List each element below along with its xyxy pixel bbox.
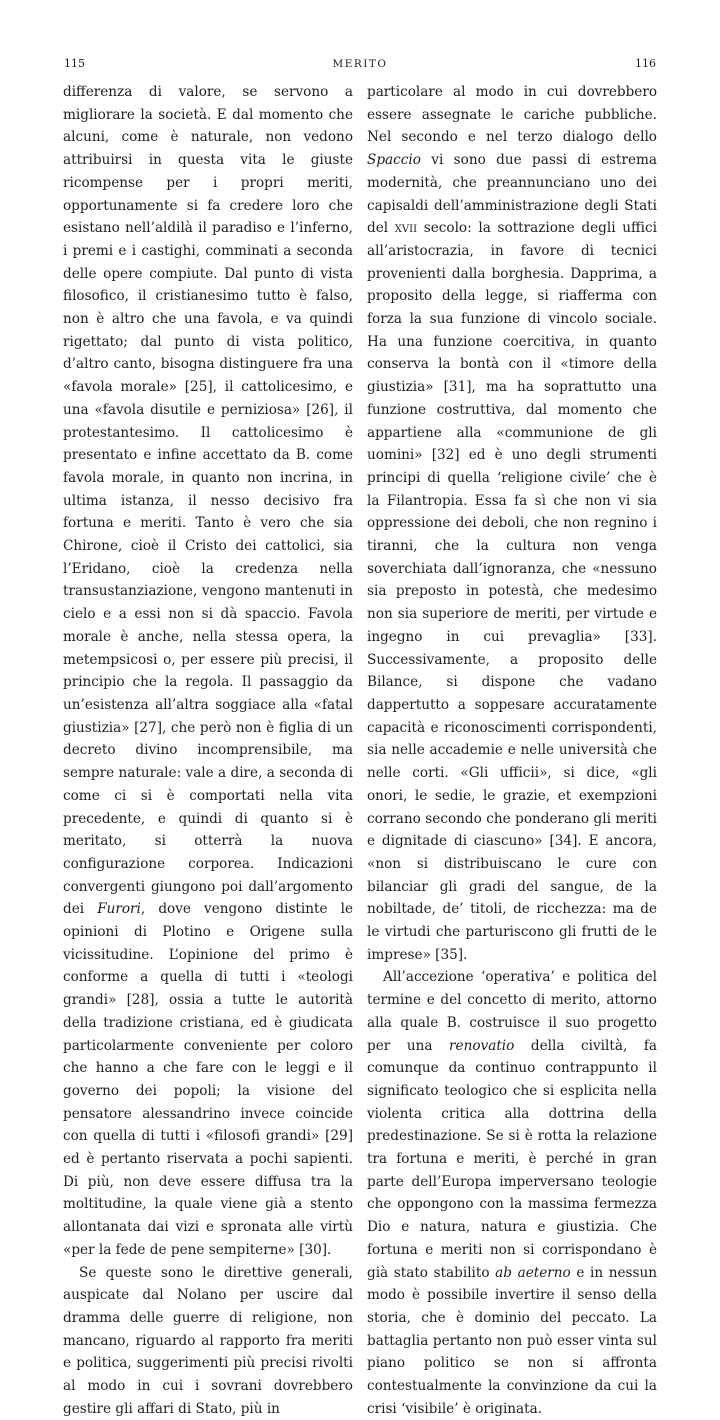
- italic-title: Furori: [97, 901, 141, 918]
- left-paragraph-2: Se queste sono le direttive generali, auspicate dal Nolano per uscire dal dramma delle guerre di religione, non mancano, riguardo al rapporto fra meriti e politica, suggerimenti più precisi rivolti al modo in cui i sovrani dovrebbero gestire gli affari di Stato, più in: [63, 1264, 353, 1417]
- text-run: secolo: la sottrazione degli uffici all’aristocrazia, in favore di tecnici provenienti dalla borghesia. Dapprima, a proposito della legge, si riafferma con forza la sua funzione di vincolo sociale. Ha una funzione coercitiva, in quanto conserva la bontà con il «timore della giustizia» [31], ma ha soprattutto una funzione costruttiva, dal momento che appartiene alla «communione de gli uomini» [32] ed è uno degli strumenti principi di quella ‘religione civile’ che è la Filantropia. Essa fa sì che non vi sia oppressione dei deboli, che non regnino i tiranni, che la cultura non venga soverchiata dall’ignoranza, che «nessuno sia preposto in potestà, che medesimo non sia superiore de meriti, per virtude e ingegno in cui prevaglia» [33]. Successivamente, a proposito delle Bilance, si dispone che vadano dappertutto a soppesare accuratamente capacità e riconoscimenti corrispondenti, sia nelle accademie e nelle università che nelle corti. «Gli ufficii», si dice, «gli onori, le sedie, le grazie, et exempzioni corrano secondo che ponderano gli meriti e dignitade di ciascuno» [34]. E ancora, «non si distribuiscano le cure con bilanciar gli gradi del sangue, de la nobiltade, de’ titoli, de ricchezza: ma de le virtudi che parturiscono gli frutti de le imprese» [35].: [367, 220, 657, 963]
- text-run: particolare al modo in cui dovrebbero essere assegnate le cariche pubbliche. Nel secondo e nel terzo dialogo dello: [367, 84, 657, 146]
- text-run: vi sono due passi di estrema modernità, che preannunciano uno dei capisaldi dell’amministrazione degli Stati del: [367, 152, 657, 237]
- text-run: All’accezione ‘operativa’ e politica del termine e del concetto di merito, attorno alla quale B. costruisce il suo progetto per una: [367, 969, 657, 1054]
- running-title: MERITO: [332, 58, 388, 70]
- right-column: [367, 81, 657, 1420]
- text-run: differenza di valore, se servono a migliorare la società. E dal momento che alcuni, come è naturale, non vedono attribuirsi in questa vita le giuste ricompense per i propri meriti, opportunamente si fa credere loro che esistano nell’aldilà il paradiso e l’inferno, i premi e i castighi, comminati a seconda delle opere compiute. Dal punto di vista filosofico, il cristianesimo tutto è falso, non è altro che una favola, e va quindi rigettato; dal punto di vista politico, d’altro canto, bisogna distinguere fra una «favola morale» [25], il cattolicesimo, e una «favola disutile e perniziosa» [26], il protestantesimo. Il cattolicesimo è presentato e infine accettato da B. come favola morale, in quanto non incrina, in ultima istanza, il nesso decisivo fra fortuna e meriti. Tanto è vero che sia Chirone, cioè il Cristo dei cattolici, sia l’Eridano, cioè la credenza nella transustanziazione, vengono mantenuti in cielo e a essi non si dà spaccio. Favola morale è anche, nella stessa opera, la metempsicosi o, per essere più precisi, il principio che la regola. Il passaggio da un’esistenza all’altra soggiace alla «fatal giustizia» [27], che però non è figlia di un decreto divino incomprensibile, ma sempre naturale: vale a dire, a seconda di come ci si è comportati nella vita precedente, e quindi di quanto si è meritato, si otterrà la nuova configurazione corporea. Indicazioni convergenti giungono poi dall’argomento dei: [63, 84, 353, 918]
- italic-term: ab aeterno: [495, 1264, 571, 1281]
- page-number-left: 115: [64, 57, 85, 70]
- left-paragraph-1: [63, 81, 353, 1262]
- left-column: [63, 81, 353, 1420]
- page-number-right: 116: [635, 57, 656, 70]
- century-numeral: xvii: [394, 220, 418, 237]
- right-paragraph-2: [367, 966, 657, 1420]
- italic-term: renovatio: [449, 1037, 515, 1054]
- right-paragraph-1: [367, 81, 657, 966]
- italic-title: Spaccio: [367, 152, 421, 169]
- text-run: della civiltà, fa comunque da continuo contrappunto il significato teologico che si esplicita nella violenta critica alla dottrina della predestinazione. Se si è rotta la relazione tra fortuna e meriti, è perché in gran parte dell’Europa imperversano teologie che oppongono con la massima fermezza Dio e natura, natura e giustizia. Che fortuna e meriti non si corrispondano è già stato stabilito: [367, 1037, 657, 1281]
- running-header: [64, 56, 656, 72]
- text-run: e in nessun modo è possibile invertire il senso della storia, che è dominio del peccato. La battaglia pertanto non può esser vinta sul piano politico se non si affronta contestualmente la convinzione da cui la crisi ‘visibile’ è originata.: [367, 1264, 657, 1417]
- text-run: , dove vengono distinte le opinioni di Plotino e Origene sulla vicissitudine. L’opinione del primo è conforme a quella di tutti i «teologi grandi» [28], ossia a tutte le autorità della tradizione cristiana, ed è giudicata particolarmente conveniente per coloro che hanno a che fare con le leggi e il governo dei popoli; la visione del pensatore alessandrino invece coincide con quella di tutti i «filosofi grandi» [29] ed è pertanto riservata a pochi sapienti. Di più, non deve essere diffusa tra la moltitudine, la quale viene già a stento allontanata dai vizi e spronata alle virtù «per la fede de pene sempiterne» [30].: [63, 901, 353, 1258]
